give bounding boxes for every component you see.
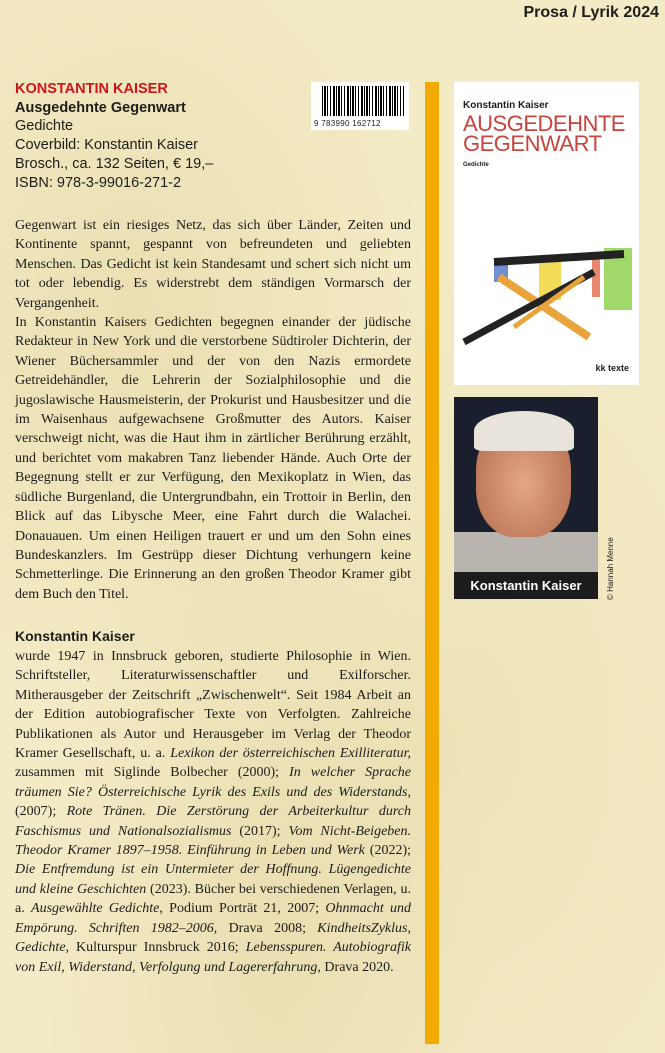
- bio-text: , Podium Porträt 21, 2007;: [159, 901, 326, 917]
- cover-title-line: AUSGEDEHNTE: [463, 111, 625, 136]
- book-meta: [15, 80, 213, 192]
- book-title: Ausgedehnte Gegenwart: [15, 99, 186, 116]
- barcode: [311, 82, 409, 130]
- bio-text: , Drava 2008;: [213, 920, 318, 936]
- bio-text: (2022);: [364, 843, 411, 859]
- bio-text: zusammen mit Siglinde Bolbecher (2000);: [15, 765, 290, 781]
- photo-credit: © Hannah Menne: [606, 537, 615, 600]
- bio-heading: Konstantin Kaiser: [15, 628, 135, 644]
- book-author: KONSTANTIN KAISER: [15, 81, 168, 97]
- bio-text: (2023). Bücher bei verschiedenen Verlagen, u. a.: [15, 881, 411, 917]
- cover-title: [463, 111, 625, 156]
- section-header: Prosa / Lyrik 2024: [523, 4, 659, 21]
- author-bio: [15, 647, 411, 977]
- book-cover: [454, 82, 639, 385]
- bio-text: (2007);: [15, 804, 67, 820]
- photo-caption: Konstantin Kaiser: [454, 572, 598, 599]
- publisher-logo: kk texte: [595, 363, 629, 373]
- cover-genre: Gedichte: [463, 162, 489, 168]
- cover-painting: [454, 232, 639, 352]
- cover-author: Konstantin Kaiser: [463, 100, 549, 111]
- description-paragraph: In Konstantin Kaisers Gedichten begegnen einander der jüdische Redakteur in New York und die verstorbene Südtiroler Dichterin, der Wiener Büchersammler und der von den Nazis ermordete Getreidehändler, die Lehrerin der Sozialphilosophie und die jugoslawische Hausmeisterin, der Prokurist und Hausbesitzer und die im Waisenhaus aufgewachsene Großmutter des Autors. Kaiser verschweigt nicht, was die Haut ihm in zärtlicher Berührung erzählt, und berichtet vom makabren Tanz liebender Hände. Auch Orte der Begegnung stellt er zur Verfügung, den Mexikoplatz in Wien, das südliche Burgenland, die Untergrundbahn, ein Trottoir in Berlin, den Blick auf das Libysche Meer, eine Fahrt durch die Walachei. Donauauen. Um einen Heiligen trauert er und um den Sohn eines Bundeskanzlers. Im Gestrüpp dieser Dichtung verhungern keine Schmetterlinge. Die Erinnerung an den großen Theodor Kramer gibt dem Buch den Titel.: [15, 315, 411, 602]
- photo-hair: [474, 411, 574, 451]
- cover-credit: Coverbild: Konstantin Kaiser: [15, 137, 198, 154]
- author-photo: [454, 397, 598, 599]
- book-description: [15, 216, 411, 604]
- barcode-number: 9 783990 162712: [314, 119, 381, 128]
- bio-title-italic: Ohnmacht und Empörung. Schriften 1982–2006: [15, 901, 412, 936]
- cover-title-line: GEGENWART: [463, 131, 602, 156]
- bio-title-italic: Die Entfremdung ist ein Untermieter der Hoffnung. Lügengedichte und kleine Geschichten: [15, 862, 411, 897]
- book-isbn: ISBN: 978-3-99016-271-2: [15, 174, 182, 191]
- accent-bar: [425, 82, 439, 1044]
- bio-title-italic: Rote Tränen. Die Zerstörung der Arbeiterkultur durch Faschismus und Nationalsozialismus: [15, 804, 411, 839]
- bio-text: (2017);: [231, 823, 289, 839]
- barcode-bars: [322, 86, 404, 116]
- book-genre: Gedichte: [15, 118, 74, 135]
- bio-text: , Drava 2020.: [317, 959, 394, 975]
- bio-title-italic: Vom Nicht-Beigeben. Theodor Kramer 1897–1958. Einführung in Leben und Werk: [15, 823, 412, 859]
- photo-shirt: [454, 532, 598, 572]
- description-paragraph: Gegenwart ist ein riesiges Netz, das sich über Länder, Zeiten und Kontinente spannt, gespannt von befreundeten und geliebten Menschen. Das Gedicht ist kein Standesamt und schert sich nicht um tot oder lebendig. Es widerstrebt dem ständigen Vormarsch der Vergangenheit.: [15, 218, 411, 311]
- bio-text: Kulturspur Innsbruck 2016;: [69, 940, 246, 956]
- bio-title-italic: Lebensspuren. Autobiografik von Exil, Widerstand, Verfolgung und Lagererfahrung: [15, 940, 411, 975]
- bio-title-italic: Lexikon der österreichischen Exilliteratur,: [170, 746, 411, 762]
- bio-title-italic: KindheitsZyklus, Gedichte,: [15, 920, 411, 956]
- bio-text: wurde 1947 in Innsbruck geboren, studierte Philosophie in Wien. Schriftsteller, Literaturwissenschaftler und Exilforscher. Mitherausgeber der Zeitschrift „Zwischenwelt“. Seit 1984 Arbeit an der Edition autobiografischer Texte von Verfolgten. Zahlreiche Publikationen als Autor und Herausgeber im Verlag der Theodor Kramer Gesellschaft, u. a.: [15, 649, 411, 762]
- bio-title-italic: Ausgewählte Gedichte: [31, 901, 160, 917]
- bio-title-italic: In welcher Sprache träumen Sie? Österreichische Lyrik des Exils und des Widerstands,: [15, 765, 412, 800]
- book-format: Brosch., ca. 132 Seiten, € 19,–: [15, 155, 214, 172]
